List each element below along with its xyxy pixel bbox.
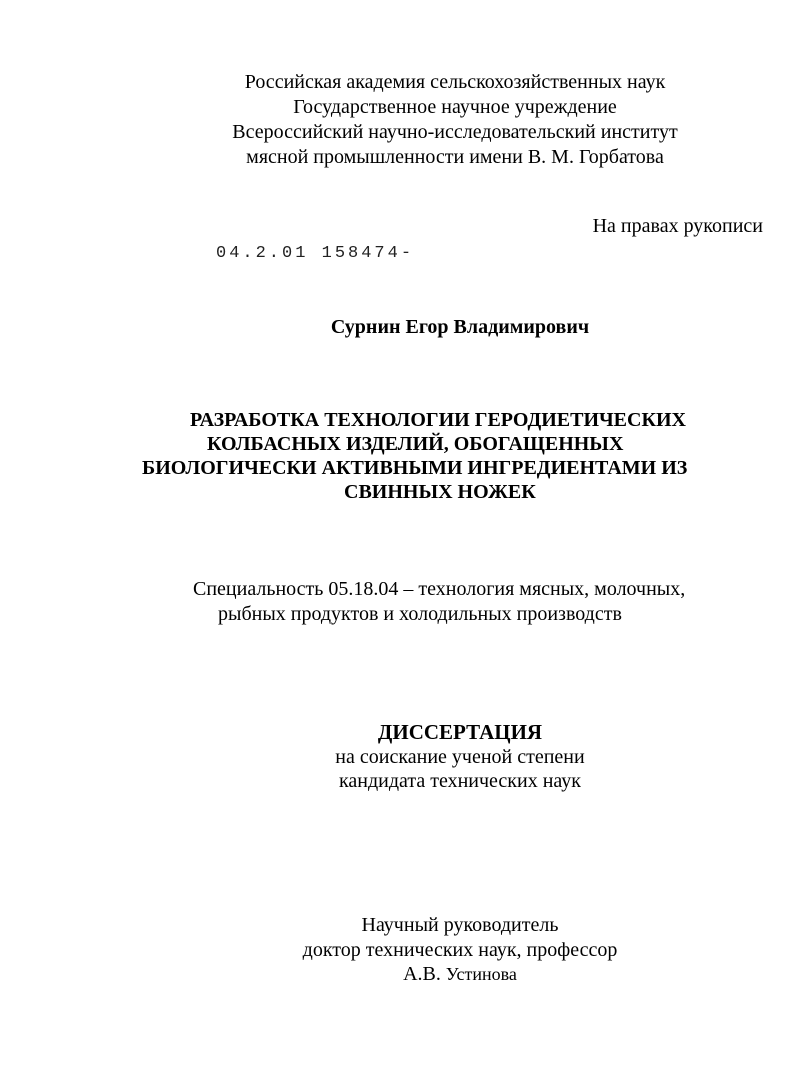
title-line-3: БИОЛОГИЧЕСКИ АКТИВНЫМИ ИНГРЕДИЕНТАМИ ИЗ (142, 457, 688, 479)
advisor-degree: доктор технических наук, профессор (302, 939, 618, 961)
title-line-4: СВИННЫХ НОЖЕК (344, 481, 536, 503)
title-line-2: КОЛБАСНЫХ ИЗДЕЛИЙ, ОБОГАЩЕННЫХ (207, 433, 624, 455)
manuscript-note: На правах рукописи (592, 215, 763, 237)
author-name: Сурнин Егор Владимирович (330, 316, 590, 338)
specialty-line-1: Специальность 05.18.04 – технология мясных, молочных, (193, 578, 686, 600)
specialty-line-2: рыбных продуктов и холодильных производств (218, 603, 622, 625)
dissertation-heading: ДИССЕРТАЦИЯ (377, 720, 543, 744)
advisor-surname: Устинова (445, 964, 517, 984)
title-line-1: РАЗРАБОТКА ТЕХНОЛОГИИ ГЕРОДИЕТИЧЕСКИХ (190, 409, 686, 431)
institution-line-1: Российская академия сельскохозяйственных наук (244, 71, 666, 93)
institution-line-2: Государственное научное учреждение (293, 96, 617, 118)
stamp-number: 04.2.01 158474- (216, 244, 415, 263)
advisor-initials: А.В. (403, 963, 441, 985)
dissertation-line-2: кандидата технических наук (338, 770, 582, 792)
institution-line-3: Всероссийский научно-исследовательский институт (232, 121, 678, 143)
advisor-role: Научный руководитель (361, 914, 559, 936)
advisor-name (0, 962, 799, 986)
institution-line-4: мясной промышленности имени В. М. Горбатова (246, 146, 664, 168)
dissertation-line-1: на соискание ученой степени (335, 746, 585, 768)
